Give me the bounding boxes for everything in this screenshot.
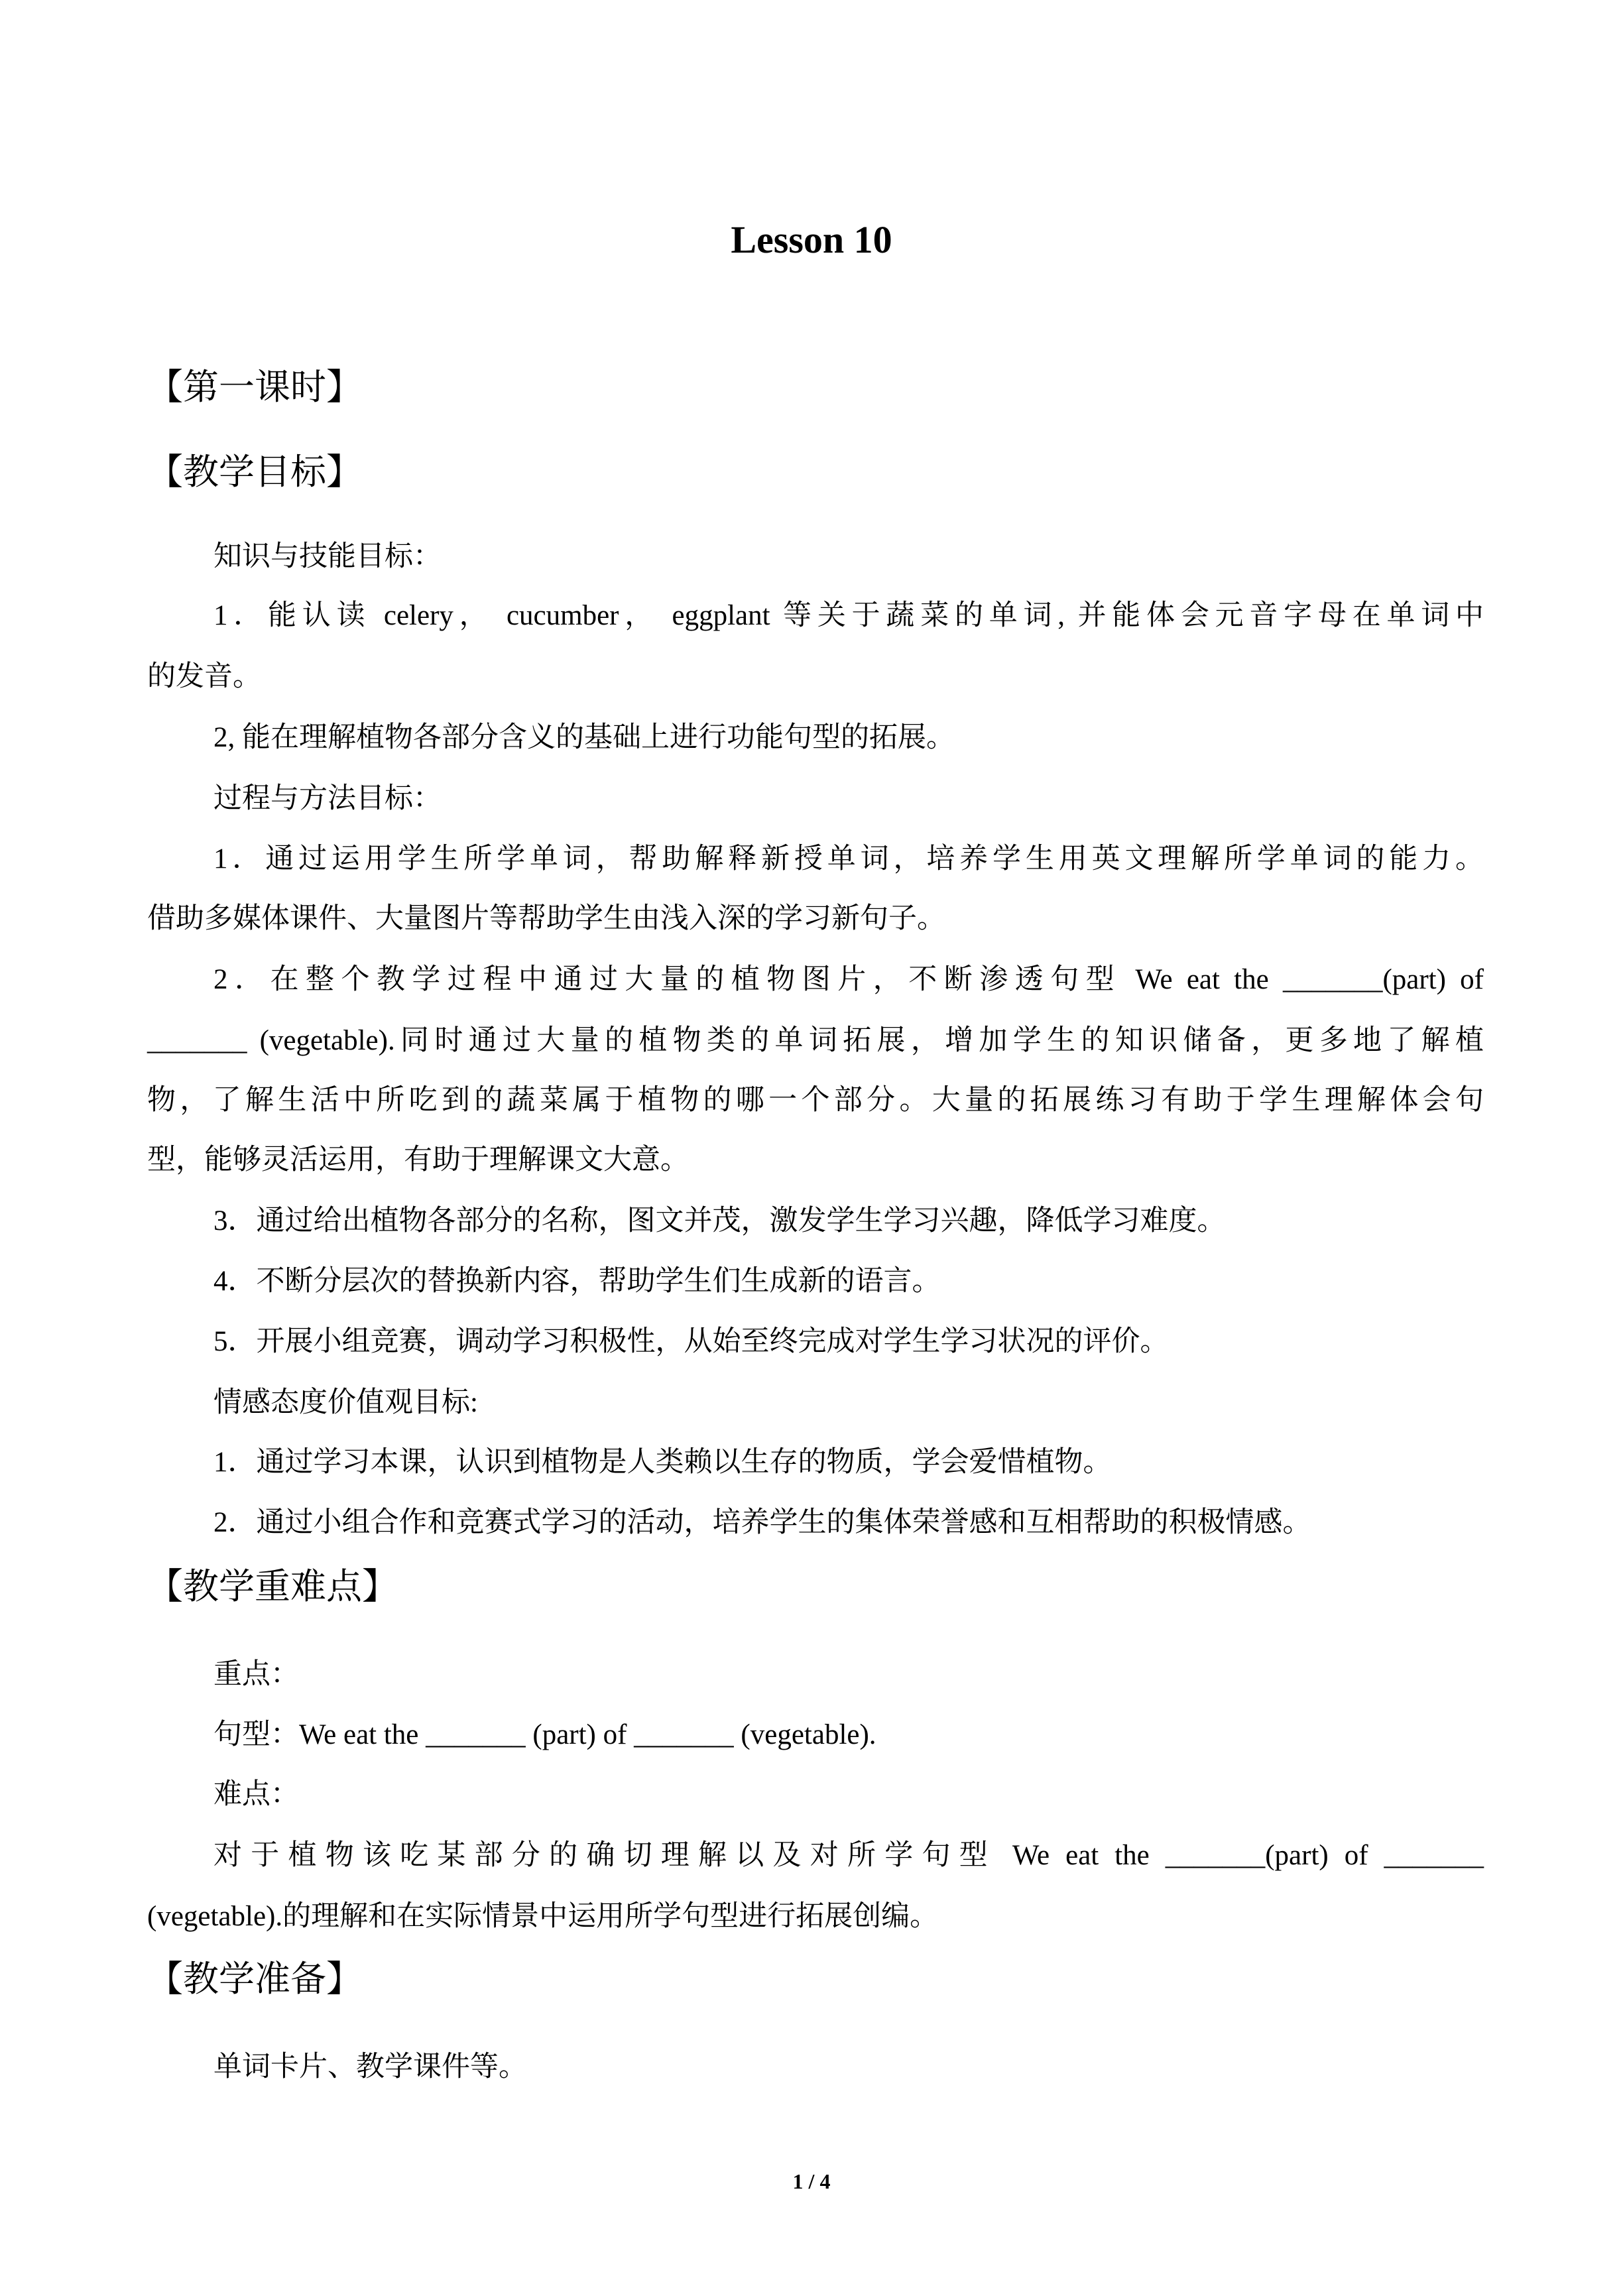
page-number: 1 / 4 bbox=[792, 2169, 831, 2193]
process-item-2-line-2: _______ (vegetable).同时通过大量的植物类的单词拓展，增加学生的知识储备，更多地了解植 bbox=[147, 1025, 1484, 1056]
process-item-2-line-3: 物，了解生活中所吃到的蔬菜属于植物的哪一个部分。大量的拓展练习有助于学生理解体会句 bbox=[147, 1085, 1484, 1116]
section-teaching-goals: 【教学目标】 bbox=[147, 452, 362, 492]
emotion-values-heading: 情感态度价值观目标: bbox=[213, 1387, 478, 1418]
process-item-2-line-1: 2．在整个教学过程中通过大量的植物图片，不断渗透句型 We eat the _______(part) of bbox=[213, 964, 1484, 995]
difficult-point-line-1: 对于植物该吃某部分的确切理解以及对所学句型 We eat the _______(part) of _______ bbox=[213, 1840, 1484, 1871]
knowledge-item-1-line-1: 1．能认读 celery， cucumber， eggplant 等关于蔬菜的单词, 并能体会元音字母在单词中 bbox=[213, 600, 1484, 631]
preparation-text: 单词卡片、教学课件等。 bbox=[213, 2051, 527, 2083]
lesson-title: Lesson 10 bbox=[731, 218, 892, 261]
process-item-1-line-2: 借助多媒体课件、大量图片等帮助学生由浅入深的学习新句子。 bbox=[147, 903, 945, 934]
emotion-item-2: 2．通过小组合作和竞赛式学习的活动，培养学生的集体荣誉感和互相帮助的积极情感。 bbox=[213, 1507, 1311, 1538]
knowledge-skill-heading: 知识与技能目标： bbox=[213, 541, 442, 572]
knowledge-item-2: 2, 能在理解植物各部分含义的基础上进行功能句型的拓展。 bbox=[213, 722, 955, 753]
knowledge-item-1-line-2: 的发音。 bbox=[147, 661, 261, 692]
process-method-heading: 过程与方法目标： bbox=[213, 783, 442, 814]
section-first-period: 【第一课时】 bbox=[147, 367, 362, 407]
emotion-item-1: 1．通过学习本课，认识到植物是人类赖以生存的物质，学会爱惜植物。 bbox=[213, 1447, 1112, 1478]
key-point-sentence: 句型：We eat the _______ (part) of _______ (vegetable). bbox=[213, 1719, 876, 1750]
key-point-label: 重点： bbox=[213, 1659, 299, 1690]
section-teaching-preparation: 【教学准备】 bbox=[147, 1959, 362, 1999]
process-item-2-line-4: 型，能够灵活运用，有助于理解课文大意。 bbox=[147, 1144, 689, 1176]
process-item-1-line-1: 1．通过运用学生所学单词，帮助解释新授单词，培养学生用英文理解所学单词的能力。 bbox=[213, 843, 1484, 875]
difficult-point-line-2: (vegetable).的理解和在实际情景中运用所学句型进行拓展创编。 bbox=[147, 1901, 939, 1932]
process-item-5: 5．开展小组竞赛，调动学习积极性，从始至终完成对学生学习状况的评价。 bbox=[213, 1326, 1169, 1357]
difficult-point-label: 难点： bbox=[213, 1779, 299, 1810]
section-key-difficult-points: 【教学重难点】 bbox=[147, 1567, 398, 1606]
process-item-3: 3．通过给出植物各部分的名称，图文并茂，激发学生学习兴趣，降低学习难度。 bbox=[213, 1205, 1226, 1237]
process-item-4: 4．不断分层次的替换新内容，帮助学生们生成新的语言。 bbox=[213, 1266, 941, 1297]
